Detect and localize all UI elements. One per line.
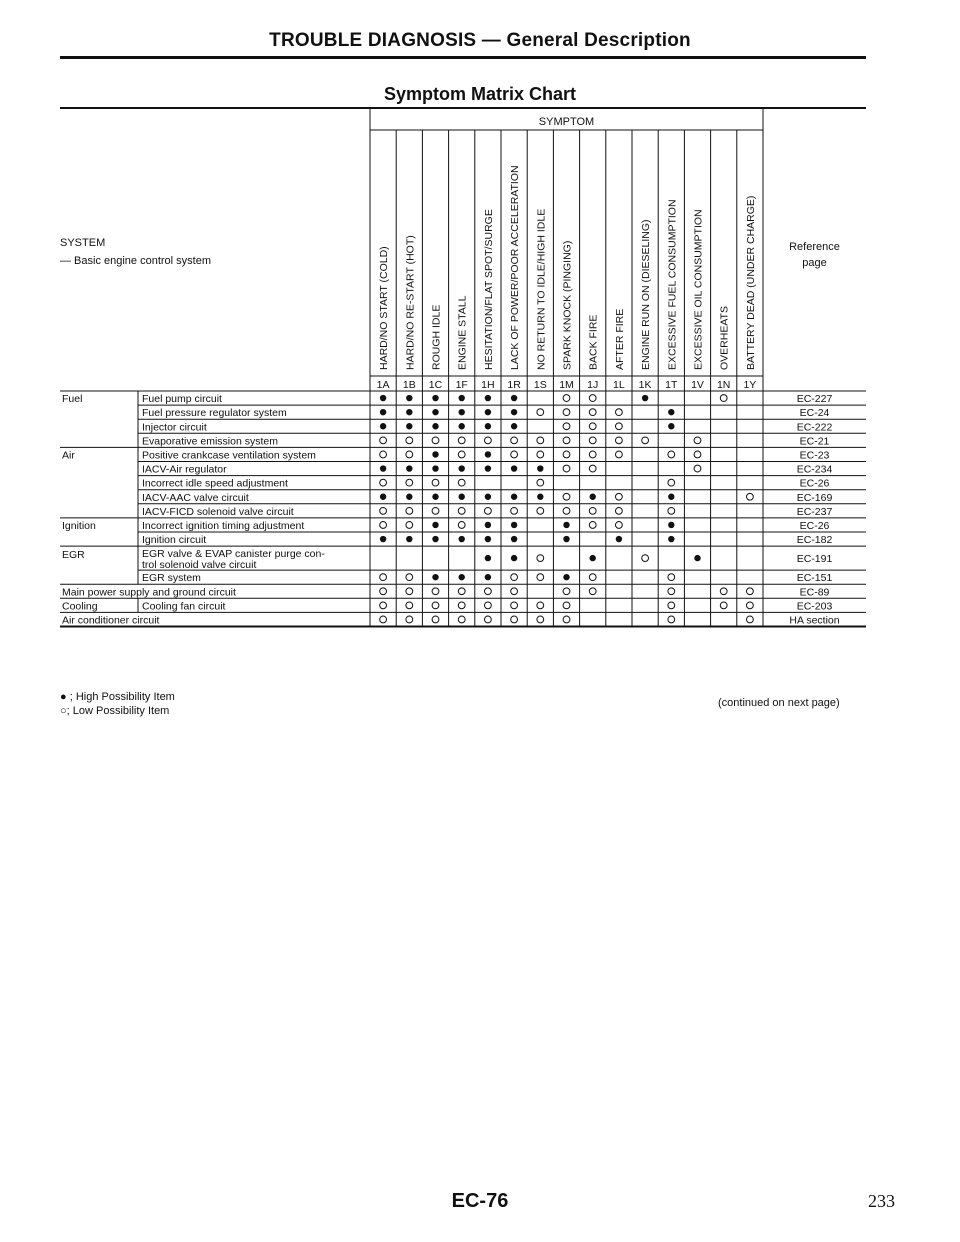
symptom-label: HARD/NO RE-START (HOT) [404,235,417,370]
low-possibility-mark [380,507,387,514]
reference-page: EC-191 [796,553,833,566]
low-possibility-mark [616,522,623,529]
high-possibility-mark [590,555,596,561]
symptom-label: EXCESSIVE FUEL CONSUMPTION [666,199,679,370]
high-possibility-mark [380,494,386,500]
row-item-label: Fuel pump circuit [142,393,222,406]
low-possibility-mark [616,493,623,500]
low-possibility-mark [458,451,465,458]
low-possibility-mark [380,479,387,486]
symptom-label: OVERHEATS [718,306,731,370]
reference-page: EC-203 [796,600,833,613]
low-possibility-mark [458,602,465,609]
row-group-label: Air conditioner circuit [62,614,160,627]
high-possibility-mark [459,574,465,580]
high-possibility-mark [485,451,491,457]
row-item-label: IACV-FICD solenoid valve circuit [142,505,294,518]
low-possibility-mark [668,574,675,581]
low-possibility-mark [406,522,413,529]
high-possibility-mark [511,423,517,429]
row-item-label: IACV-Air regulator [142,463,227,476]
symptom-label: ENGINE RUN ON (DIESELING) [640,219,653,370]
row-item-label: Fuel pressure regulator system [142,407,287,420]
high-possibility-mark [511,494,517,500]
low-possibility-mark [511,437,518,444]
high-possibility-mark [485,465,491,471]
low-possibility-mark [616,423,623,430]
reference-page: EC-23 [799,449,830,462]
low-possibility-mark [380,574,387,581]
symptom-code: 1M [559,379,574,391]
legend [60,690,175,718]
high-possibility-mark [511,465,517,471]
symptom-code: 1A [376,379,390,391]
low-possibility-mark [406,616,413,623]
low-possibility-mark [668,451,675,458]
low-possibility-mark [406,588,413,595]
symptom-label: EXCESSIVE OIL CONSUMPTION [692,209,705,370]
low-possibility-mark [380,588,387,595]
high-possibility-mark [432,409,438,415]
high-possibility-mark [432,536,438,542]
high-possibility-mark [432,423,438,429]
high-possibility-mark [616,536,622,542]
high-possibility-mark [459,409,465,415]
row-item-label: EGR valve & EVAP canister purge con- [142,548,325,561]
page-number: 233 [868,1191,895,1211]
low-possibility-mark [589,409,596,416]
low-possibility-mark [380,451,387,458]
low-possibility-mark [589,465,596,472]
low-possibility-mark [511,602,518,609]
row-item-label: EGR system [142,572,201,585]
low-possibility-mark [458,616,465,623]
symptom-label: ROUGH IDLE [430,304,443,370]
reference-page: EC-222 [796,421,833,434]
symptom-label: NO RETURN TO IDLE/HIGH IDLE [535,208,548,370]
symptom-code: 1H [481,379,495,391]
low-possibility-mark [720,602,727,609]
high-possibility-mark [432,494,438,500]
low-possibility-mark [537,574,544,581]
symptom-label: ENGINE STALL [456,295,469,370]
low-possibility-mark [485,602,492,609]
chart-title: Symptom Matrix Chart [383,84,577,104]
symptom-label: SPARK KNOCK (PINGING) [561,240,574,370]
low-possibility-mark [511,451,518,458]
high-possibility-mark [668,494,674,500]
low-possibility-mark [720,395,727,402]
system-subheader: — Basic engine control system [60,255,212,267]
high-possibility-mark [380,409,386,415]
high-possibility-mark [432,395,438,401]
low-possibility-mark [432,507,439,514]
symptom-code: 1L [613,379,625,391]
low-possibility-mark [458,437,465,444]
low-possibility-mark [511,616,518,623]
reference-page: EC-182 [796,534,833,547]
low-possibility-mark [589,574,596,581]
low-possibility-mark [589,522,596,529]
high-possibility-mark [406,395,412,401]
symptom-code: 1B [402,379,416,391]
high-possibility-mark [406,465,412,471]
row-item-label: Incorrect idle speed adjustment [142,477,288,490]
system-header: SYSTEM [60,237,106,249]
high-possibility-mark [459,494,465,500]
low-possibility-mark [511,574,518,581]
high-possibility-mark [511,395,517,401]
symptom-label: AFTER FIRE [613,308,626,370]
row-group-label: Cooling [62,600,98,613]
high-possibility-mark [485,409,491,415]
low-possibility-mark [616,437,623,444]
row-item-label: Ignition circuit [142,534,207,547]
low-possibility-mark [616,409,623,416]
high-possibility-mark [642,395,648,401]
row-item-label: Evaporative emission system [142,435,278,448]
low-possibility-mark [563,588,570,595]
high-possibility-mark [459,423,465,429]
symptom-code: 1R [507,379,521,391]
reference-page: EC-21 [799,435,830,448]
low-possibility-mark [589,588,596,595]
low-possibility-mark [668,602,675,609]
high-possibility-mark [668,536,674,542]
low-possibility-mark [485,507,492,514]
high-possibility-mark [406,409,412,415]
low-possibility-mark [694,465,701,472]
symptom-code: 1K [638,379,652,391]
low-possibility-mark [406,602,413,609]
symptom-header: SYMPTOM [538,116,595,128]
low-possibility-mark [589,395,596,402]
low-possibility-mark [563,493,570,500]
reference-page: EC-234 [796,463,833,476]
reference-header: Reference [789,241,840,253]
high-possibility-mark [511,409,517,415]
symptom-label: HARD/NO START (COLD) [378,246,391,370]
low-possibility-mark [589,423,596,430]
reference-page: EC-151 [796,572,833,585]
high-possibility-mark [406,494,412,500]
low-possibility-mark [563,602,570,609]
high-possibility-mark [485,395,491,401]
symptom-code: 1V [691,379,704,391]
high-possibility-mark [694,555,700,561]
row-item-label: IACV-AAC valve circuit [142,491,249,504]
symptom-code: 1Y [743,379,757,391]
low-possibility-mark [537,409,544,416]
low-possibility-mark [458,507,465,514]
low-possibility-mark [668,616,675,623]
low-possibility-mark [537,507,544,514]
low-possibility-mark [537,437,544,444]
high-possibility-mark [485,423,491,429]
row-group-label: EGR [62,549,85,562]
low-possibility-mark [589,507,596,514]
symptom-code: 1C [428,379,443,391]
high-possibility-mark [432,451,438,457]
low-possibility-mark [642,437,649,444]
row-item-label: Incorrect ignition timing adjustment [142,519,305,532]
low-possibility-mark [668,588,675,595]
symptom-code: 1N [716,379,731,391]
high-possibility-mark [563,522,569,528]
low-possibility-mark [563,616,570,623]
low-possibility-mark [406,479,413,486]
high-possibility-mark [406,423,412,429]
low-possibility-mark [511,507,518,514]
low-possibility-mark [511,588,518,595]
low-possibility-mark [458,522,465,529]
page-title: TROUBLE DIAGNOSIS — General Description [269,30,691,51]
reference-page: EC-24 [799,407,830,420]
low-possibility-mark [747,493,754,500]
low-possibility-mark [563,423,570,430]
low-possibility-mark [747,616,754,623]
low-possibility-mark [616,451,623,458]
reference-page: EC-26 [799,477,830,490]
low-possibility-mark [642,555,649,562]
high-possibility-mark [380,536,386,542]
row-item-label: Positive crankcase ventilation system [142,449,316,462]
high-possibility-mark [432,465,438,471]
symptom-label: LACK OF POWER/POOR ACCELERATION [509,165,522,370]
page-code: EC-76 [451,1190,509,1212]
high-possibility-mark [537,494,543,500]
symptom-label: BATTERY DEAD (UNDER CHARGE) [744,195,757,370]
low-possibility-mark [537,616,544,623]
high-possibility-mark [511,536,517,542]
low-possibility-mark [485,616,492,623]
legend-low-possibility: ○; Low Possibility Item [60,705,170,717]
low-possibility-mark [432,437,439,444]
low-possibility-mark [406,507,413,514]
low-possibility-mark [406,437,413,444]
high-possibility-mark [563,574,569,580]
high-possibility-mark [485,574,491,580]
high-possibility-mark [485,536,491,542]
row-item-label: Cooling fan circuit [142,600,226,613]
reference-header-page: page [802,257,827,269]
high-possibility-mark [459,395,465,401]
low-possibility-mark [432,479,439,486]
low-possibility-mark [563,507,570,514]
high-possibility-mark [668,423,674,429]
reference-page: EC-26 [799,519,830,532]
high-possibility-mark [485,494,491,500]
high-possibility-mark [485,555,491,561]
low-possibility-mark [380,602,387,609]
low-possibility-mark [563,437,570,444]
row-group-label: Ignition [62,519,96,532]
low-possibility-mark [616,507,623,514]
high-possibility-mark [459,536,465,542]
low-possibility-mark [406,574,413,581]
row-item-label: trol solenoid valve circuit [142,559,257,572]
high-possibility-mark [432,574,438,580]
low-possibility-mark [589,451,596,458]
low-possibility-mark [406,451,413,458]
high-possibility-mark [380,395,386,401]
symptom-code: 1F [455,379,468,391]
low-possibility-mark [747,602,754,609]
symptom-label: HESITATION/FLAT SPOT/SURGE [482,209,495,370]
reference-page: EC-169 [796,491,833,504]
symptom-code: 1J [587,379,599,391]
row-group-label: Main power supply and ground circuit [62,586,236,599]
high-possibility-mark [537,465,543,471]
reference-page: HA section [789,614,840,627]
high-possibility-mark [432,522,438,528]
low-possibility-mark [668,507,675,514]
symptom-code: 1S [533,379,547,391]
low-possibility-mark [537,479,544,486]
continued-note: (continued on next page) [718,697,840,709]
low-possibility-mark [537,555,544,562]
low-possibility-mark [563,395,570,402]
legend-high-possibility: ● ; High Possibility Item [60,691,175,703]
low-possibility-mark [432,588,439,595]
low-possibility-mark [537,602,544,609]
low-possibility-mark [537,451,544,458]
low-possibility-mark [563,451,570,458]
low-possibility-mark [485,437,492,444]
low-possibility-mark [432,602,439,609]
high-possibility-mark [406,536,412,542]
row-group-label: Fuel [62,393,83,406]
low-possibility-mark [380,522,387,529]
low-possibility-mark [380,616,387,623]
row-group-label: Air [62,449,75,462]
low-possibility-mark [747,588,754,595]
low-possibility-mark [694,451,701,458]
low-possibility-mark [380,437,387,444]
low-possibility-mark [589,437,596,444]
high-possibility-mark [511,522,517,528]
symptom-label: BACK FIRE [587,314,600,370]
high-possibility-mark [459,465,465,471]
high-possibility-mark [511,555,517,561]
low-possibility-mark [458,588,465,595]
high-possibility-mark [668,409,674,415]
row-item-label: Injector circuit [142,421,207,434]
reference-page: EC-227 [796,393,833,406]
high-possibility-mark [380,465,386,471]
reference-page: EC-89 [799,586,830,599]
low-possibility-mark [668,479,675,486]
low-possibility-mark [720,588,727,595]
low-possibility-mark [563,465,570,472]
high-possibility-mark [590,494,596,500]
reference-page: EC-237 [796,505,833,518]
low-possibility-mark [485,588,492,595]
low-possibility-mark [694,437,701,444]
high-possibility-mark [380,423,386,429]
high-possibility-mark [668,522,674,528]
low-possibility-mark [563,409,570,416]
low-possibility-mark [432,616,439,623]
high-possibility-mark [485,522,491,528]
high-possibility-mark [563,536,569,542]
low-possibility-mark [458,479,465,486]
symptom-code: 1T [665,379,678,391]
